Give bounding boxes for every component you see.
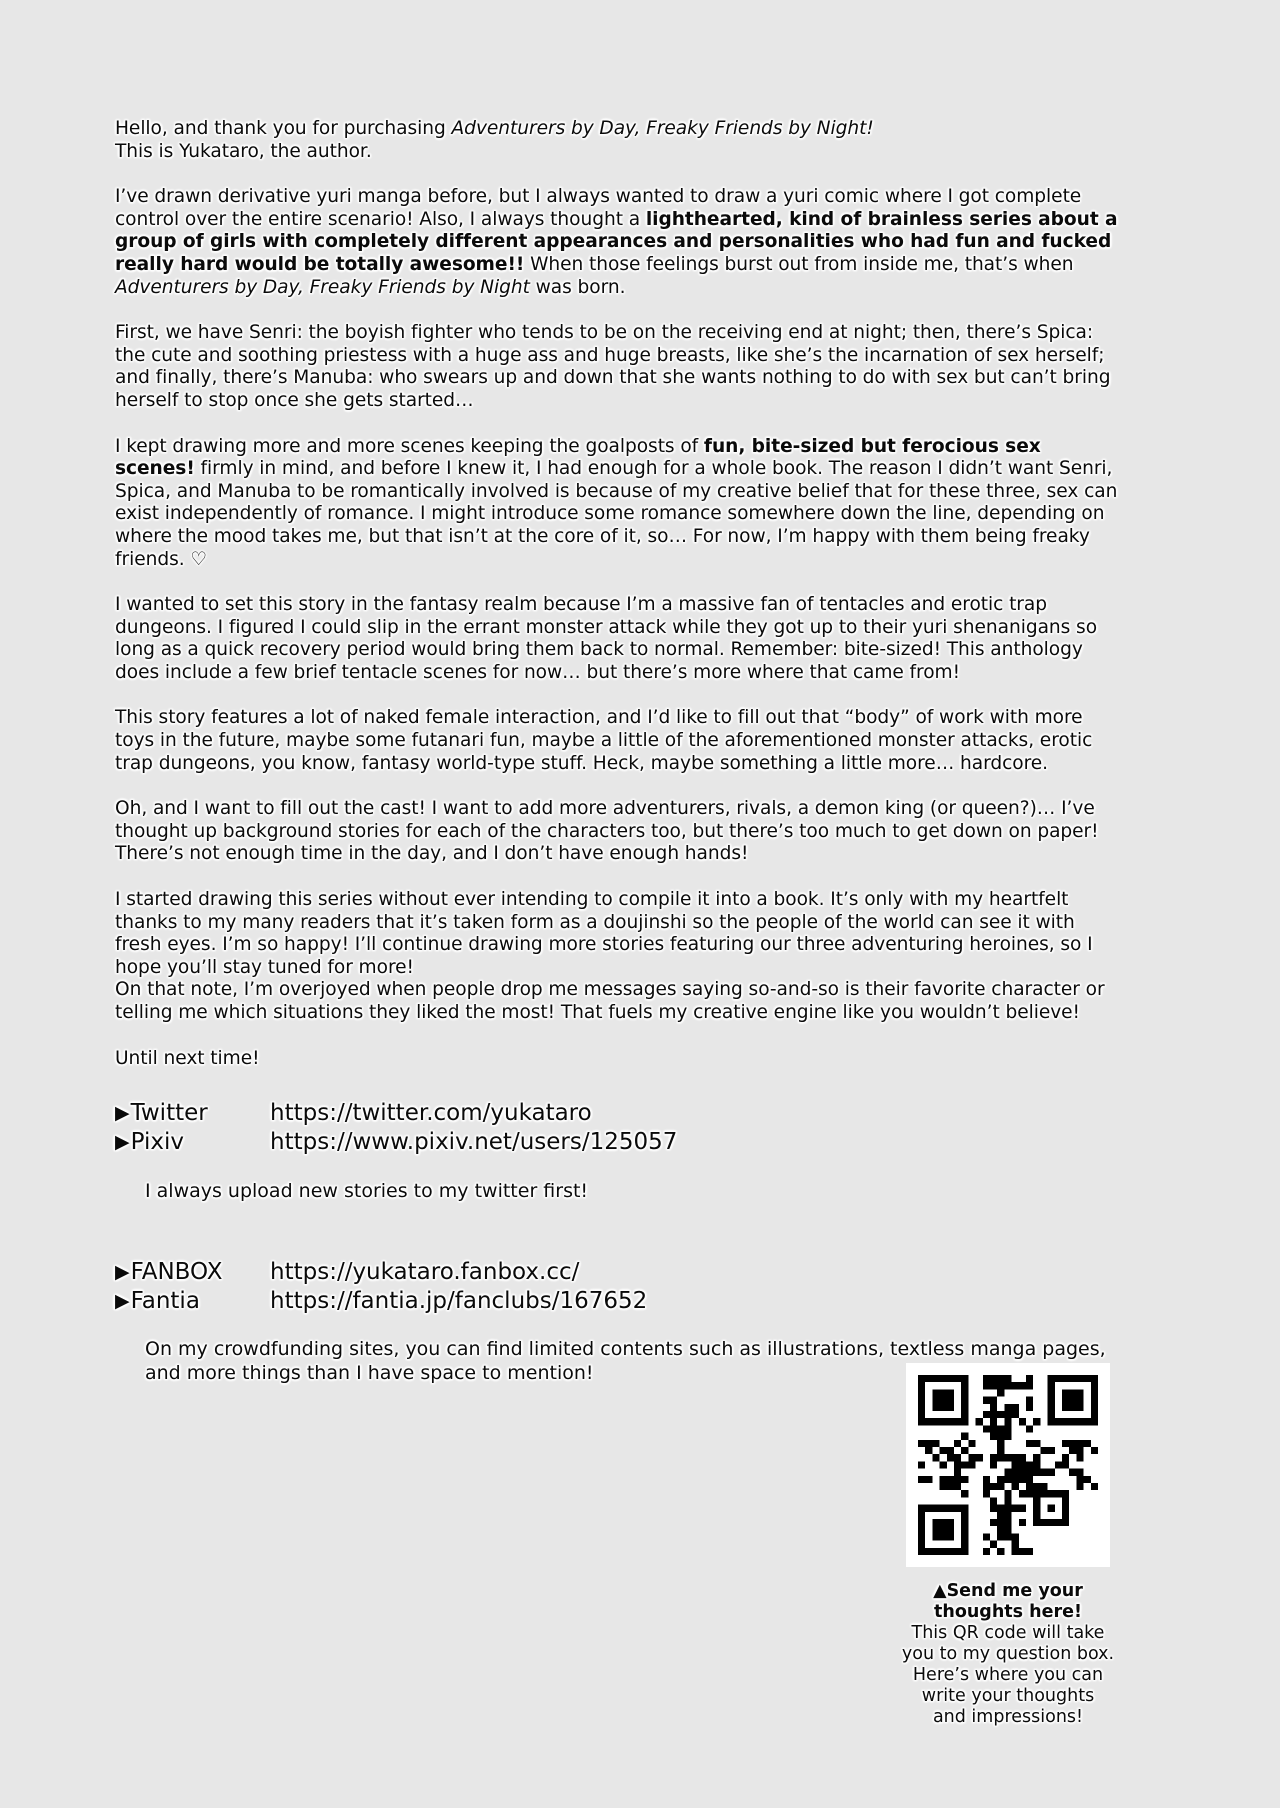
link-label-fanbox — [115, 1258, 270, 1287]
link-name-text-fanbox: FANBOX — [130, 1259, 223, 1286]
origin-text-b: When those feelings burst out from inside me, that’s when — [524, 253, 1074, 275]
qr-caption-line: you to my question box. — [901, 1644, 1115, 1664]
triangle-bullet-icon: ▶ — [115, 1290, 130, 1313]
origin-text-a: I’ve drawn derivative yuri manga before, but I always wanted to draw a yuri comic where I got complete control over the entire scenario! Also, I always thought a — [115, 186, 1082, 230]
link-row-pixiv[interactable] — [115, 1128, 1125, 1157]
thanks-text-a: I started drawing this series without ever intending to compile it into a book. It’s only with my heartfelt thanks to my many readers that it’s taken form as a doujinshi so the people of the world can see it with fresh eyes. I’m so happy! I’ll continue drawing more stories featuring our three adventuring heroines, so I hope you’ll stay tuned for more! — [115, 889, 1093, 978]
qr-caption-bold-line: thoughts here! — [934, 1602, 1082, 1622]
link-name-text-pixiv: Pixiv — [130, 1129, 184, 1156]
qr-caption — [893, 1581, 1123, 1728]
work-title-inline-1: Adventurers by Day, Freaky Friends by Night! — [451, 118, 874, 139]
social-links-group-1 — [115, 1099, 1125, 1203]
triangle-bullet-icon: ▶ — [115, 1102, 130, 1125]
origin-emphasis: lighthearted, kind of brainless series about a group of girls with completely different appearances and personalities who had fun and fucked really hard would be totally awesome!! — [115, 208, 1118, 275]
paragraph-future-content: This story features a lot of naked female interaction, and I’d like to fill out that “body” of work with more toys in the future, maybe some futanari fun, maybe a little of the aforementioned monster attacks, erotic trap dungeons, you know, fantasy world-type stuff. Heck, maybe something a little more… hardcore. — [115, 707, 1093, 774]
qr-code[interactable] — [918, 1375, 1098, 1555]
link-label-fantia — [115, 1287, 270, 1316]
paragraph-origin — [115, 186, 1125, 299]
scenes-emphasis: fun, bite-sized but ferocious sex scenes! — [115, 435, 1041, 480]
link-name-text-fantia: Fantia — [130, 1288, 200, 1315]
qr-caption-line: Here’s where you can — [912, 1665, 1104, 1685]
paragraph-scenes — [115, 436, 1125, 572]
greeting-text-b: This is Yukataro, the author. — [115, 140, 372, 162]
link-url-twitter[interactable]: https://twitter.com/yukataro — [270, 1100, 592, 1127]
thanks-text-b: On that note, I’m overjoyed when people drop me messages saying so-and-so is their favorite character or telling me which situations they liked the most! That fuels my creative engine like you wouldn’t believe! — [115, 979, 1105, 1023]
scenes-text-a: I kept drawing more and more scenes keeping the goalposts of — [115, 435, 704, 457]
paragraph-thanks — [115, 889, 1125, 1025]
afterword-text-column — [115, 118, 1125, 1385]
link-url-fanbox[interactable]: https://yukataro.fanbox.cc/ — [270, 1259, 580, 1286]
qr-code-frame — [906, 1363, 1110, 1567]
paragraph-cast-expansion: Oh, and I want to fill out the cast! I want to add more adventurers, rivals, a demon king (or queen?)… I’ve thought up background stories for each of the characters too, but there’s too much to get down on paper! There’s not enough time in the day, and I don’t have enough hands! — [115, 798, 1099, 865]
origin-text-c: was born. — [529, 276, 626, 298]
note-twitter-uploads: I always upload new stories to my twitter first! — [145, 1180, 589, 1203]
link-url-pixiv[interactable]: https://www.pixiv.net/users/125057 — [270, 1129, 678, 1156]
paragraph-greeting — [115, 118, 1125, 163]
link-label-twitter — [115, 1099, 270, 1128]
work-title-inline-2: Adventurers by Day, Freaky Friends by Night — [115, 276, 530, 298]
qr-caption-line: and impressions! — [932, 1707, 1084, 1727]
link-label-pixiv — [115, 1128, 270, 1157]
qr-code-section — [893, 1363, 1123, 1728]
note-crowdfunding-line: On my crowdfunding sites, you can find limited — [145, 1338, 595, 1361]
scenes-text-b: firmly in mind, and before I knew it, I had enough for a whole book. The reason I didn’t want Senri, Spica, and Manuba to be romantically involved is because of my creative belief that for these three, sex can exist independently of romance. I might introduce some romance somewhere down the line, depending on where the mood takes me, but that isn’t at the core of it, so… For now, I’m happy with them being freaky friends. ♡ — [115, 458, 1118, 570]
paragraph-characters: First, we have Senri: the boyish fighter who tends to be on the receiving end at night; then, there’s Spica: the cute and soothing priestess with a huge ass and huge breasts, like she’s the incarnation of sex herself; and finally, there’s Manuba: who swears up and down that she wants nothing to do with sex but can’t bring herself to stop once she gets started… — [115, 322, 1111, 411]
note-crowdfunding-line: contents such as illustrations, textless manga pages, — [600, 1338, 1106, 1361]
paragraph-fantasy-setting: I wanted to set this story in the fantasy realm because I’m a massive fan of tentacles and erotic trap dungeons. I figured I could slip in the errant monster attack while they got up to their yuri shenanigans so long as a quick recovery period would bring them back to normal. Remember: bite-sized! This anthology does include a few brief tentacle scenes for now… but there’s more where that came from! — [115, 594, 1098, 683]
link-row-twitter[interactable] — [115, 1099, 1125, 1128]
note-crowdfunding-line: and more things than I have space to mention! — [145, 1361, 594, 1384]
paragraph-signoff: Until next time! — [115, 1047, 260, 1069]
triangle-bullet-icon: ▶ — [115, 1261, 130, 1284]
qr-caption-bold-line: ▲Send me your — [933, 1581, 1083, 1601]
link-name-text-twitter: Twitter — [130, 1100, 208, 1127]
link-row-fanbox[interactable] — [115, 1258, 1125, 1287]
link-url-fantia[interactable]: https://fantia.jp/fanclubs/167652 — [270, 1288, 648, 1315]
greeting-text-a: Hello, and thank you for purchasing — [115, 118, 452, 139]
qr-caption-line: This QR code will take — [911, 1623, 1105, 1643]
triangle-bullet-icon: ▶ — [115, 1131, 130, 1154]
link-row-fantia[interactable] — [115, 1287, 1125, 1316]
qr-caption-line: write your thoughts — [921, 1686, 1095, 1706]
